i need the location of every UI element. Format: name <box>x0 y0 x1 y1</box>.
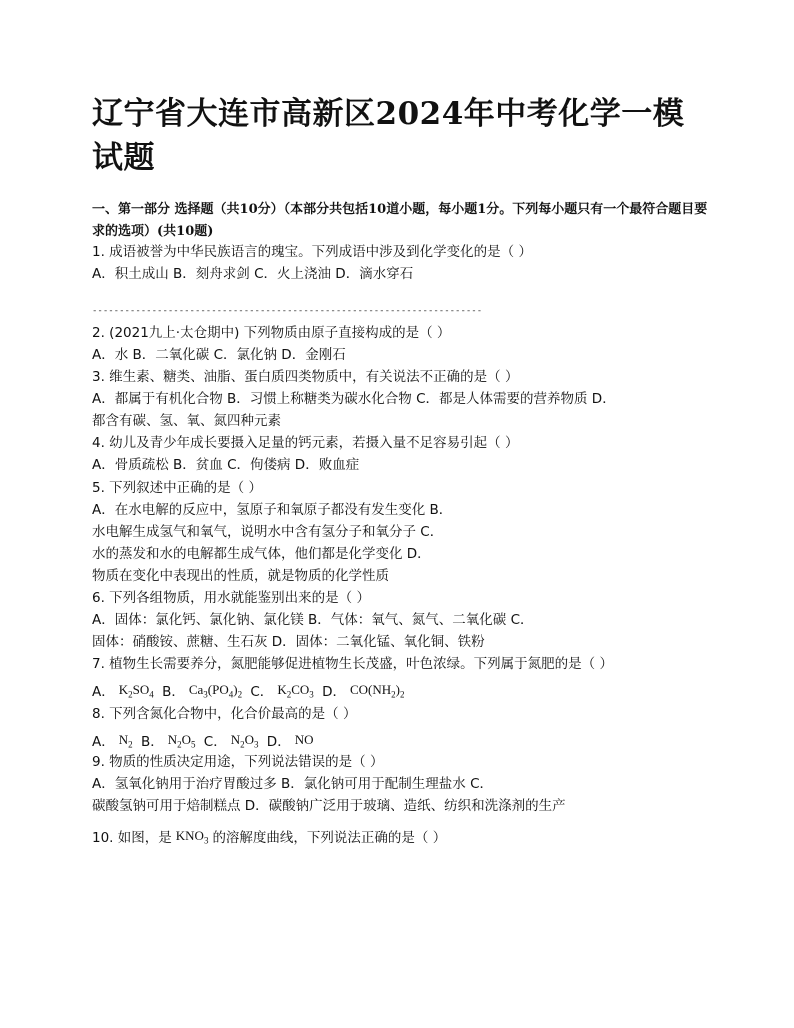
formula-no: NO <box>294 732 314 747</box>
q8-option-a-label: A． <box>92 734 115 750</box>
question-8-options <box>92 730 712 755</box>
question-9-stem: 9. 物质的性质决定用途，下列说法错误的是（ ） <box>92 754 384 770</box>
question-5-option-b: 水电解生成氢气和氧气，说明水中含有氢分子和氧分子 C． <box>92 524 444 540</box>
question-6-options: A．固体：氯化钙、氯化钠、氯化镁 B．气体：氧气、氮气、二氧化碳 C． <box>92 612 534 628</box>
q7-option-a-label: A． <box>92 684 115 700</box>
q7-option-d-label: D． <box>322 684 346 700</box>
question-5-option-c: 水的蒸发和水的电解都生成气体，他们都是化学变化 D． <box>92 546 431 562</box>
q10-stem-before: 10. 如图，是 <box>92 830 172 846</box>
question-5-option-d: 物质在变化中表现出的性质，就是物质的化学性质 <box>92 568 389 584</box>
section-heading: 一、第一部分 选择题（共10分）（本部分共包括10道小题，每小题1分。下列每小题只有一个最符合题目要求的选项）(共10题) <box>92 202 708 239</box>
question-3-options: A．都属于有机化合物 B．习惯上称糖类为碳水化合物 C．都是人体需要的营养物质 D． <box>92 391 616 407</box>
formula-n2o3: $N_2O_3$ <box>230 732 259 750</box>
q7-option-b-label: B． <box>162 684 185 700</box>
question-7-options <box>92 680 712 705</box>
separator-line: ------------------------------------------------------------------------ <box>92 306 483 316</box>
question-9-options-cont: 碳酸氢钠可用于焙制糕点 D．碳酸钠广泛用于玻璃、造纸、纺织和洗涤剂的生产 <box>92 798 566 814</box>
question-9-options: A．氢氧化钠用于治疗胃酸过多 B．氯化钠可用于配制生理盐水 C． <box>92 776 494 792</box>
question-8-stem: 8. 下列含氮化合物中，化合价最高的是（ ） <box>92 706 357 722</box>
question-5-option-a: A．在水电解的反应中，氢原子和氧原子都没有发生变化 B． <box>92 502 453 518</box>
q7-option-c-label: C． <box>250 684 274 700</box>
q8-option-b-label: B． <box>140 734 164 750</box>
question-6-options-cont: 固体：硝酸铵、蔗糖、生石灰 D．固体：二氧化锰、氧化铜、铁粉 <box>92 634 485 650</box>
formula-kno3: $KNO_3$ <box>175 828 209 846</box>
formula-k2co3: $K_2CO_3$ <box>277 682 314 700</box>
question-3-stem: 3. 维生素、糖类、油脂、蛋白质四类物质中，有关说法不正确的是（ ） <box>92 369 519 385</box>
question-4-stem: 4. 幼儿及青少年成长要摄入足量的钙元素，若摄入量不足容易引起（ ） <box>92 435 519 451</box>
page-title: 辽宁省大连市高新区2024年中考化学一模试题 <box>92 96 685 176</box>
question-3-options-cont: 都含有碳、氢、氧、氮四种元素 <box>92 413 281 429</box>
question-2-options: A．水 B．二氧化碳 C．氯化钠 D．金刚石 <box>92 347 346 363</box>
q8-option-d-label: D． <box>266 734 291 750</box>
question-1-options: A．积土成山 B．刻舟求剑 C．火上浇油 D．滴水穿石 <box>92 266 414 282</box>
question-2-stem: 2. (2021九上·太仓期中) 下列物质由原子直接构成的是（ ） <box>92 325 451 341</box>
formula-n2: $N_2$ <box>118 732 133 750</box>
question-10-stem <box>92 826 712 851</box>
formula-n2o5: $N_2O_5$ <box>167 732 196 750</box>
question-5-stem: 5. 下列叙述中正确的是（ ） <box>92 480 262 496</box>
question-4-options: A．骨质疏松 B．贫血 C．佝偻病 D．败血症 <box>92 457 360 473</box>
formula-k2so4: $K_2SO_4$ <box>118 682 154 700</box>
formula-conh22: $CO(NH_2)_2$ <box>349 682 405 700</box>
q10-stem-after: 的溶解度曲线，下列说法正确的是（ ） <box>212 830 447 846</box>
question-6-stem: 6. 下列各组物质，用水就能鉴别出来的是（ ） <box>92 590 370 606</box>
question-7-stem: 7. 植物生长需要养分，氮肥能够促进植物生长茂盛，叶色浓绿。下列属于氮肥的是（ ） <box>92 656 613 672</box>
q8-option-c-label: C． <box>203 734 227 750</box>
question-1-stem: 1. 成语被誉为中华民族语言的瑰宝。下列成语中涉及到化学变化的是（ ） <box>92 244 532 260</box>
formula-ca3po42: $Ca_3(PO_4)_2$ <box>188 682 243 700</box>
